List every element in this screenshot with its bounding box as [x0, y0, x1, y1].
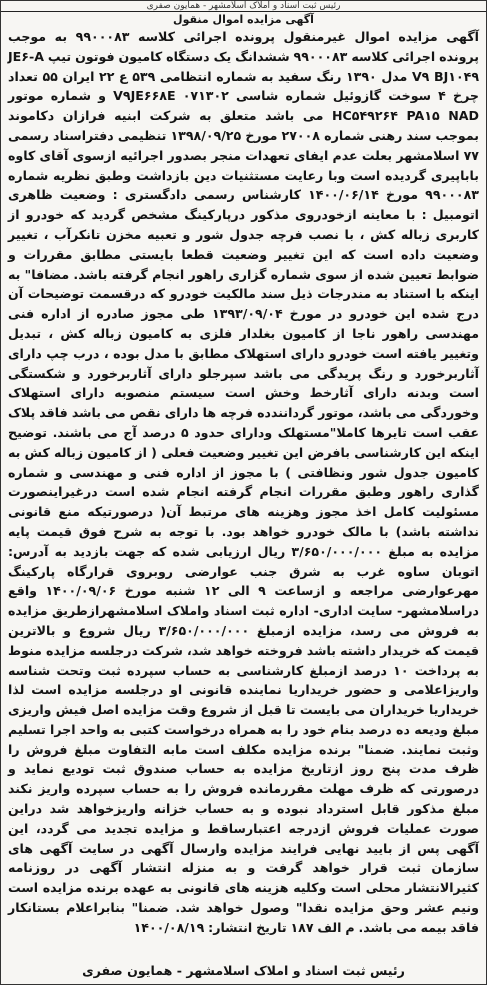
notice-body — [1, 27, 486, 938]
notice-title: آگهی مزایده اموال منقول — [173, 13, 314, 26]
footer-block — [1, 962, 486, 980]
signature-line: رئیس ثبت اسناد و املاک اسلامشهر - همایون صفری — [82, 963, 405, 978]
top-strip: رئیس ثبت اسناد و املاک اسلامشهر - همایون صفری — [1, 1, 486, 12]
notice-paragraph: آگهی مزایده اموال غیرمنقول پرونده اجرائی کلاسه ۹۹۰۰۰۸۳ به موجب پرونده اجرائی کلاسه ۹۹۰۰۰۸۳ ششدانگ یک دستگاه کامیون فوتون تیپ JE۶-A V۹ BJ۱۰۴۹ مدل ۱۳۹۰ رنگ سفید به شماره انتظامی ۵۳۹ ع ۲۲ ایران ۵۵ تعداد چرخ ۴ سوخت گازوئیل شماره شاسی ۰۷۱۳۰۲ V۹JE۶۶۸E و شماره موتور HC۵۴۹۲۶۴ PA۱۵ NAD می باشد متعلق به شرکت ابنیه فرازان دکاموند بموجب سند رهنی شماره ۲۷۰۰۸ مورخ ۱۳۹۸/۰۹/۲۵ تنظیمی دفتراسناد رسمی ۷۷ اسلامشهر بعلت عدم ایفای تعهدات منجر بصدور اجرائیه ازسوی آقای کاوه باباپیری گردیده است وبا رعایت مستثنیات دین بازداشت وطبق نظریه شماره ۹۹۰۰۰۸۳ مورخ ۱۴۰۰/۰۶/۱۴ کارشناس رسمی دادگستری : وضعیت ظاهری اتومبیل : با معاینه ازخودروی مذکور درپارکینگ مشخص گردید که خودرو از کاربری زباله کش ، با نصب فرچه جدول شور و تعبیه مخزن تانکرآب ، تغییر وضعیت داده است که این تغییر وضعیت قطعا بایستی مطابق مقررات و ضوابط تعیین شده از سوی شماره گزاری راهور انجام گرفته باشد. مضافا" به اینکه با استناد به مندرجات ذیل سند مالکیت خودرو که درقسمت توضیحات آن درج شده این خودرو در مورخ ۱۳۹۳/۰۹/۰۴ طی مجوز صادره از اداره فنی مهندسی راهور ناجا از کامیون بغلدار فلزی به کامیون زباله کش ، تبدیل وتغییر یافته است خودرو دارای استهلاک مطابق با مدل بوده ، درب چپ دارای آثاربرخورد و رنگ پریدگی می باشد سپرجلو دارای آثاربرخورد و شکستگی است وبدنه دارای آثارخط وخش است سیستم منصوبه دارای استهلاک وخوردگی می باشد، موتور گردانندده فرچه ها دارای نقص می باشد فاقد پلاک عقب است تایرها کاملا"مستهلک ودارای حدود ۵ درصد آج می باشند. توضیح اینکه این کارشناسی بافرض این تغییر وضعیت فعلی ( از کامیون زباله کش به کامیون جدول شور ونظافتی ) با مجوز از اداره فنی و مهندسی و شماره گذاری راهور وطبق مقررات انجام گرفته انجام شده است درغیراینصورت مسئولیت کامل اخذ مجوز وهزینه های مرتبط آن( درصورتیکه منع قانونی نداشته باشد) با مالک خودرو خواهد بود. با توجه به شرح فوق قیمت پایه مزایده به مبلغ ۳/۶۵۰/۰۰۰/۰۰۰ ریال ارزیابی شده که جهت بازدید به آدرس: اتوبان ساوه غرب به شرق جنب عوارضی روبروی قرارگاه پارکینگ مهرعوارضی مراجعه و ازساعت ۹ الی ۱۲ شنبه مورخ ۱۴۰۰/۰۹/۰۶ واقع دراسلامشهر- سایت اداری- اداره ثبت اسناد واملاک اسلامشهرازطریق مزایده به فروش می رسد، مزایده ازمبلغ ۳/۶۵۰/۰۰۰/۰۰۰ ریال شروع و بالاترین قیمت که خریدار داشته باشد فروخته خواهد شد، شرکت درجلسه مزایده منوط به پرداخت ۱۰ درصد ازمبلغ کارشناسی به حساب سپرده ثبت وتحت شناسه واریزاعلامی و حضور خریداریا نماینده قانونی او درجلسه مزایده است لذا خریداریا خریداران می بایست تا قبل از شروع وقت مزایده اصل فیش واریزی مبلغ ودیعه ده درصد بنام خود را به همراه درخواست کتبی به واحد اجرا تسلیم وثبت نمایند. ضمنا" برنده مزایده مکلف است مابه التفاوت مبلغ فروش را ظرف مدت پنج روز ازتاریخ مزایده به حساب صندوق ثبت تودیع نماید و درصورتی که ظرف مهلت مقررمانده فروش را به حساب سپرده واریز نکند مبلغ مذکور قابل استرداد نبوده و به حساب خزانه واریزخواهد شد دراین صورت عملیات فروش ازدرجه اعتبارساقط و مزایده تجدید می گردد، این آگهی پس از بایید نهایی فرایند مزایده وارسال آگهی در سایت آگهی های سازمان ثبت قرار خواهد گرفت و به منزله انتشار آگهی در روزنامه کثیرالانتشار محلی است وکلیه هزینه های قانونی به عهده برنده مزایده است ونیم عشر وحق مزایده نقدا" وصول خواهد شد. ضمنا" بنابراعلام بستانکار فاقد بیمه می باشد. م الف ۱۸۷ تاریخ انتشار: ۱۴۰۰/۰۸/۱۹ — [8, 29, 480, 935]
